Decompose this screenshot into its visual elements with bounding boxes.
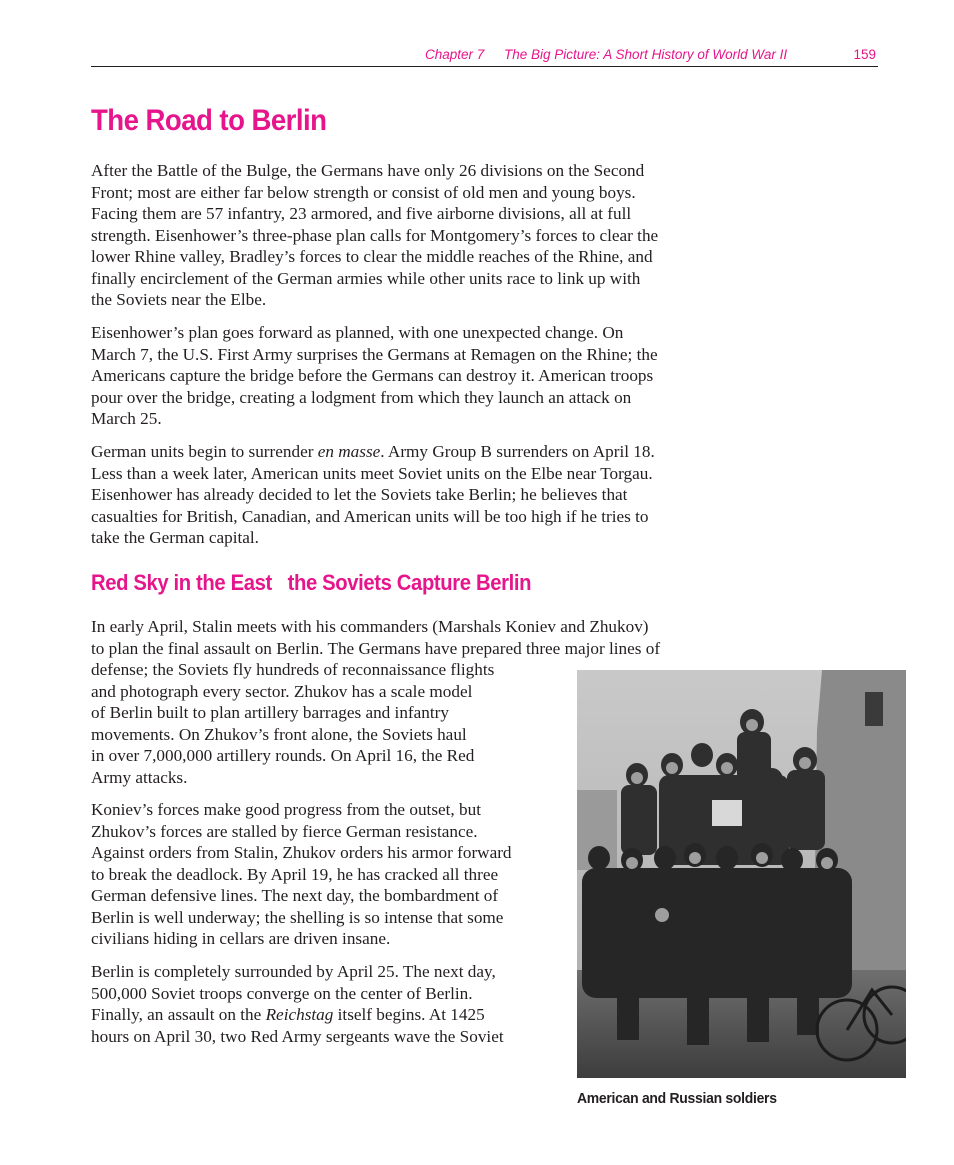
text-line: After the Battle of the Bulge, the Germans have only 26 divisions on the Second (91, 161, 645, 180)
photo-illustration (577, 670, 906, 1078)
page-number: 159 (853, 47, 876, 62)
text-line: to break the deadlock. By April 19, he has cracked all three (91, 864, 499, 884)
body-paragraph (91, 160, 658, 311)
text-line: civilians hiding in cellars are driven insane. (91, 929, 391, 948)
text-run: German units begin to surrender (91, 442, 318, 461)
text-line: finally encirclement of the German armies while other units race to link up with (91, 268, 641, 288)
text-line: Americans capture the bridge before the Germans can destroy it. American troops (91, 366, 654, 385)
italic-text-run: Reichstag (265, 1005, 334, 1024)
section-title: Red Sky in the East the Soviets Capture Berlin (91, 570, 532, 595)
body-paragraph (91, 616, 660, 788)
body-paragraph (91, 961, 504, 1047)
text-line: defense; the Soviets fly hundreds of reconnaissance flights (91, 660, 495, 679)
photo-window (865, 692, 883, 726)
text-line: Against orders from Stalin, Zhukov orders his armor forward (91, 843, 512, 862)
soldiers-photo (577, 670, 906, 1078)
text-run: . Army Group B surrenders on April 18. (380, 442, 655, 461)
text-line: the Soviets near the Elbe. (91, 290, 267, 309)
text-line: Front; most are either far below strength or consist of old men and young boys. (91, 182, 636, 202)
text-line: lower Rhine valley, Bradley’s forces to clear the middle reaches of the Rhine, and (91, 247, 653, 266)
text-line: to plan the final assault on Berlin. The Germans have prepared three major lines of (91, 638, 661, 658)
italic-text-run: en masse (317, 442, 381, 461)
body-paragraph (91, 322, 658, 430)
running-head (91, 46, 878, 67)
text-line: 500,000 Soviet troops converge on the center of Berlin. (91, 983, 473, 1003)
photo-accordion (712, 800, 742, 826)
text-line: casualties for British, Canadian, and American units will be too high if he tries to (91, 506, 649, 526)
text-line: Berlin is completely surrounded by April 25. The next day, (91, 962, 496, 981)
running-head-book-title: The Big Picture: A Short History of World War II (504, 47, 788, 62)
text-line (91, 1004, 504, 1026)
text-line: Berlin is well underway; the shelling is so intense that some (91, 907, 504, 927)
text-line: hours on April 30, two Red Army sergeants wave the Soviet (91, 1026, 504, 1046)
chapter-title: The Road to Berlin (91, 104, 327, 137)
body-paragraph (91, 799, 512, 950)
text-line: German defensive lines. The next day, the bombardment of (91, 886, 499, 905)
text-line: Eisenhower has already decided to let the Soviets take Berlin; he believes that (91, 485, 628, 504)
running-head-chapter: Chapter 7 (425, 47, 485, 62)
body-paragraph (91, 441, 655, 549)
text-line: pour over the bridge, creating a lodgment from which they launch an attack on (91, 387, 632, 407)
text-line: March 7, the U.S. First Army surprises the Germans at Remagen on the Rhine; the (91, 344, 658, 364)
photo-caption: American and Russian soldiers (577, 1090, 777, 1107)
text-line: Army attacks. (91, 767, 188, 787)
text-line: Koniev’s forces make good progress from the outset, but (91, 800, 481, 819)
text-line: Less than a week later, American units meet Soviet units on the Elbe near Torgau. (91, 463, 653, 483)
text-line: of Berlin built to plan artillery barrages and infantry (91, 703, 449, 722)
text-line: movements. On Zhukov’s front alone, the Soviets haul (91, 724, 467, 744)
text-line: Zhukov’s forces are stalled by fierce German resistance. (91, 821, 478, 841)
text-line: and photograph every sector. Zhukov has a scale model (91, 681, 473, 701)
text-line: In early April, Stalin meets with his commanders (Marshals Koniev and Zhukov) (91, 617, 649, 636)
text-line: March 25. (91, 409, 162, 428)
text-run: itself begins. At 1425 (333, 1005, 485, 1024)
text-line: strength. Eisenhower’s three-phase plan calls for Montgomery’s forces to clear the (91, 225, 659, 245)
text-run: Finally, an assault on the (91, 1005, 266, 1024)
text-line (91, 441, 655, 463)
text-line: Eisenhower’s plan goes forward as planned, with one unexpected change. On (91, 323, 624, 342)
text-line: Facing them are 57 infantry, 23 armored, and five airborne divisions, all at full (91, 204, 632, 223)
text-line: in over 7,000,000 artillery rounds. On April 16, the Red (91, 746, 475, 765)
text-line: take the German capital. (91, 528, 259, 547)
